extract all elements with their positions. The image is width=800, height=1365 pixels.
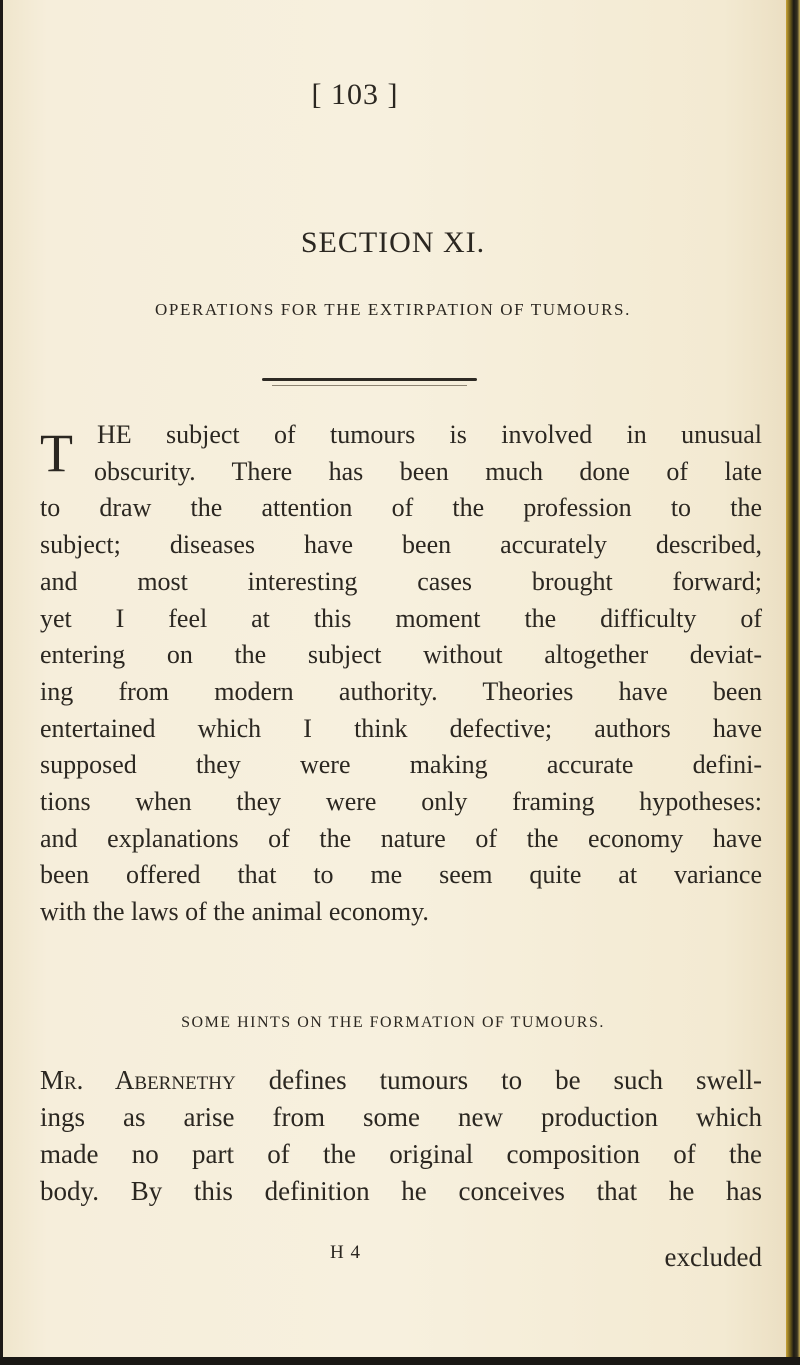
section-title: SECTION XI. [300, 226, 486, 259]
text-line: and most interesting cases brought forward; [40, 566, 762, 596]
text-line: entering on the subject without altogether deviat- [40, 640, 762, 670]
binding-edge [786, 0, 800, 1365]
subheading: SOME HINTS ON THE FORMATION OF TUMOURS. [181, 1014, 605, 1031]
text-line: tions when they were only framing hypotheses: [40, 787, 762, 817]
text-line-rest: defines tumours to be such swell- [235, 1065, 762, 1095]
second-paragraph [40, 1062, 762, 1210]
text-line: ings as arise from some new production which [40, 1102, 762, 1132]
text-line: HE subject of tumours is involved in unusual [97, 420, 762, 449]
signature-mark: H 4 [330, 1242, 361, 1263]
text-line: subject; diseases have been accurately described, [40, 530, 762, 560]
text-line: made no part of the original composition of the [40, 1139, 762, 1169]
section-subtitle: OPERATIONS FOR THE EXTIRPATION OF TUMOURS. [155, 300, 631, 319]
text-line: body. By this definition he conceives that he has [40, 1176, 762, 1206]
page-number: [ 103 ] [311, 78, 399, 111]
text-line: been offered that to me seem quite at variance [40, 860, 762, 890]
text-line: to draw the attention of the profession to the [40, 493, 762, 523]
bottom-edge [0, 1357, 800, 1365]
text-line: with the laws of the animal economy. [40, 897, 429, 927]
intro-paragraph [40, 454, 762, 931]
intro-first-line [97, 417, 762, 454]
drop-cap: T [40, 423, 73, 483]
text-line: entertained which I think defective; authors have [40, 713, 762, 743]
author-name: Mr. Abernethy [40, 1065, 236, 1095]
text-line: supposed they were making accurate defini- [40, 750, 762, 780]
text-line: obscurity. There has been much done of late [94, 456, 762, 486]
decorative-rule [262, 378, 477, 381]
text-line: and explanations of the nature of the economy have [40, 823, 762, 853]
text-line: ing from modern authority. Theories have been [40, 676, 762, 706]
text-line [40, 1062, 762, 1099]
text-line: yet I feel at this moment the difficulty of [40, 603, 762, 633]
catchword: excluded [664, 1242, 762, 1272]
